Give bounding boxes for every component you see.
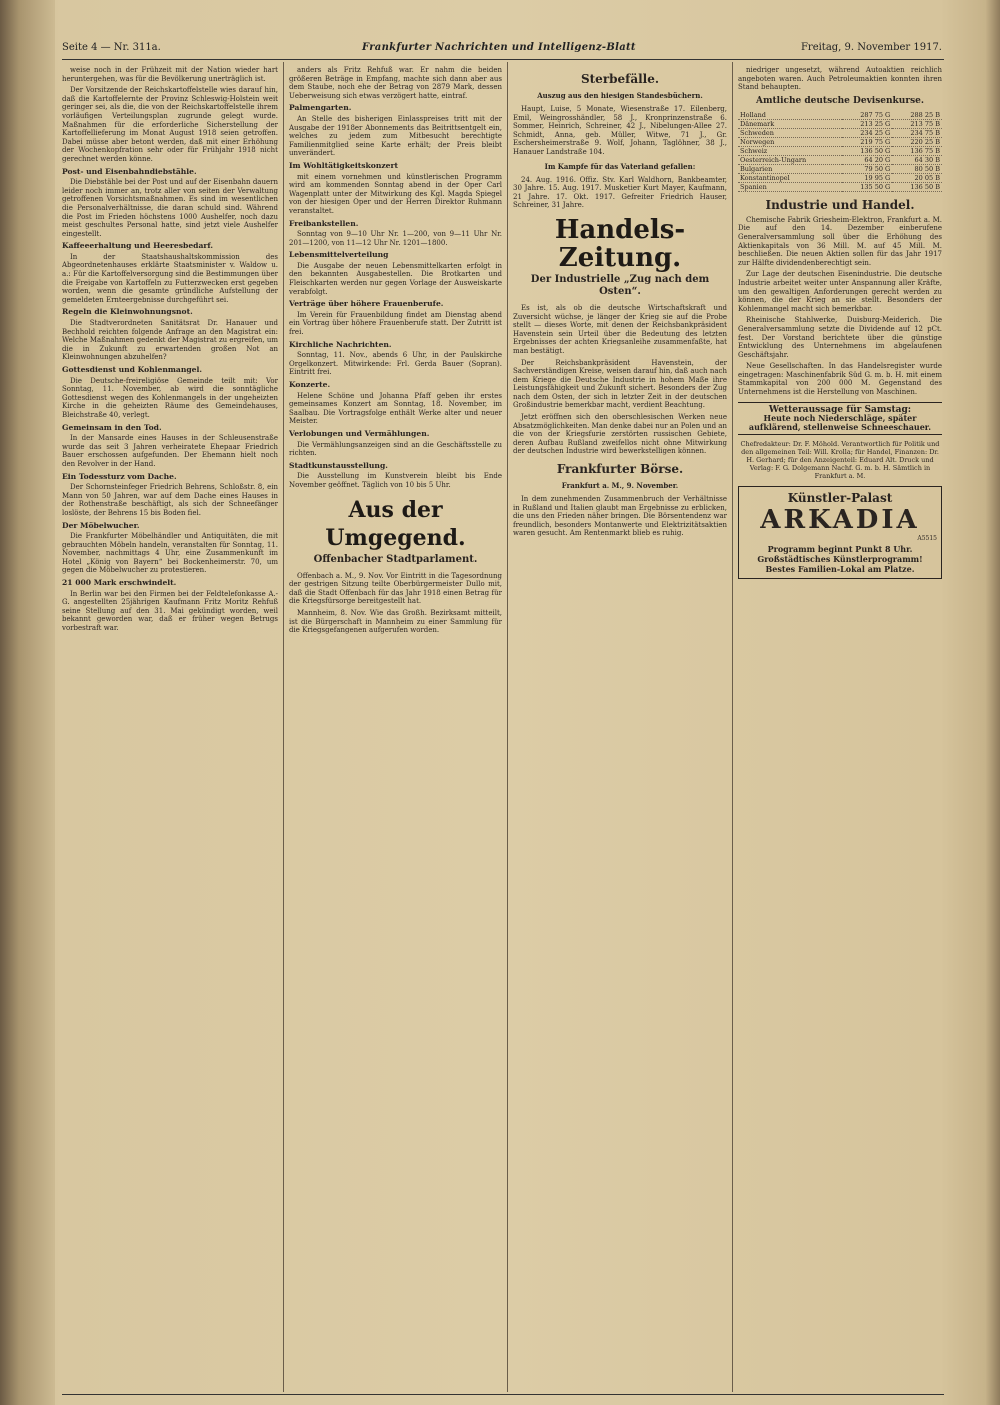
rate-cell-place: Schweden	[738, 128, 842, 137]
section-title-handels: Handels-Zeitung.	[554, 214, 686, 273]
paragraph: Die Ausstellung im Kunstverein bleibt bis Ende November geöffnet. Täglich von 10 bis 5 Uhr.	[289, 472, 502, 489]
fallen-heading: Im Kampfe für das Vaterland gefallen:	[544, 161, 696, 171]
rate-cell-b: 64 30 B	[892, 155, 942, 164]
paragraph: Zur Lage der deutschen Eisenindustrie. Die deutsche Industrie arbeitet weiter unter Anspannung aller Kräfte, um den gewaltigen Anforderungen gerecht werden zu können, die der Krieg an sie stellt. Besonders der Kohlenmangel macht sich bemerkbar.	[738, 270, 942, 313]
rate-cell-place: Norwegen	[738, 137, 842, 146]
rate-cell-a: 287 75 G	[842, 111, 892, 120]
rate-cell-place: Bulgarien	[738, 164, 842, 173]
exchange-rates-table	[738, 111, 942, 192]
rate-row	[738, 182, 942, 191]
paragraph: mit einem vornehmen und künstlerischen Programm wird am kommenden Sonntag abend in der Oper Carl Wagenplatt unter der Mitwirkung des Kgl. Magda Spiegel von der hiesigen Oper und der Herren Direktor Ruhmann veranstaltet.	[289, 172, 502, 215]
rate-row	[738, 119, 942, 128]
article-heading: Verlobungen und Vermählungen.	[289, 428, 430, 438]
article-heading: Kaffeeerhaltung und Heeresbedarf.	[62, 241, 214, 251]
masthead-rule	[62, 59, 944, 60]
rate-cell-a: 64 20 G	[842, 155, 892, 164]
column-4	[738, 66, 942, 1391]
paragraph: An Stelle des bisherigen Einlasspreises tritt mit der Ausgabe der 1918er Abonnements das Beitrittsentgelt ein, welches zu jedem zum Mitbesucht berechtigte Familienmitglied seine Karte erhält; der Preis bleibt unverändert.	[289, 114, 502, 158]
rate-cell-a: 79 50 G	[842, 164, 892, 173]
article-heading: Konzerte.	[289, 380, 331, 389]
rate-cell-b: 288 25 B	[892, 111, 942, 120]
article-heading: Regeln die Kleinwohnungsnot.	[62, 307, 193, 317]
rate-cell-b: 136 75 B	[892, 146, 942, 155]
ad-line: Bestes Familien-Lokal am Platze.	[765, 564, 915, 575]
ad-line: Programm beginnt Punkt 8 Uhr.	[767, 544, 913, 555]
paragraph: Der Schornsteinfeger Friedrich Behrens, Schloßstr. 8, ein Mann von 50 Jahren, war auf dem Dache eines Hauses in der Rothenstraße beschäftigt, als sich der Schneefänger loslöste, der Behrens 15 bis Boden fiel.	[62, 483, 278, 517]
rate-cell-b: 234 75 B	[892, 128, 942, 137]
column-separator	[283, 62, 284, 1392]
column-separator	[732, 62, 733, 1392]
weather-title: Wetteraussage für Samstag:	[768, 404, 912, 415]
boerse-title: Frankfurter Börse.	[556, 462, 684, 477]
paragraph: Helene Schöne und Johanna Pfaff geben ihr erstes gemeinsames Konzert am Sonntag, 18. November, im Saalbau. Die Vortragsfolge enthält Werke alter und neuer Meister.	[289, 391, 502, 426]
paragraph: Im Verein für Frauenbildung findet am Dienstag abend ein Vortrag über höhere Frauenberufe statt. Der Zutritt ist frei.	[289, 310, 502, 337]
rate-row	[738, 146, 942, 155]
paragraph: Offenbach a. M., 9. Nov. Vor Eintritt in die Tagesordnung der gestrigen Sitzung teilte Oberbürgermeister Dullo mit, daß die Stadt Offenbach für das Jahr 1918 einen Betrag für die Kriegsfürsorge bereitgestellt hat.	[289, 571, 502, 606]
death-notices-subtitle: Auszug aus den hiesigen Standesbüchern.	[537, 91, 703, 100]
exchange-rates-title: Amtliche deutsche Devisenkurse.	[755, 95, 925, 106]
death-notices-title: Sterbefälle.	[580, 72, 660, 86]
column-2	[289, 66, 502, 1391]
rate-cell-a: 234 25 G	[842, 128, 892, 137]
rate-cell-b: 80 50 B	[892, 164, 942, 173]
rate-cell-a: 136 50 G	[842, 146, 892, 155]
rate-row	[738, 173, 942, 182]
paragraph: Neue Gesellschaften. In das Handelsregister wurde eingetragen: Maschinenfabrik Süd G. m. b. H. mit einem Stammkapital von 200 000 M. Gegenstand des Unternehmens ist die Herstellung von Maschinen.	[738, 362, 942, 397]
article-heading: Der Möbelwucher.	[62, 520, 140, 530]
page-number: Seite 4 — Nr. 311a.	[62, 42, 161, 53]
page-edge	[986, 0, 1000, 1405]
article-heading: Stadtkunstausstellung.	[289, 460, 388, 470]
newspaper-title: Frankfurter Nachrichten und Intelligenz-Blatt	[362, 42, 636, 53]
bottom-rule	[62, 1394, 944, 1395]
section-title-umgegend: Aus der Umgegend.	[325, 496, 466, 551]
rate-cell-place: Spanien	[738, 182, 842, 191]
rate-cell-b: 213 75 B	[892, 119, 942, 128]
paragraph: Sonntag, 11. Nov., abends 6 Uhr, in der Paulskirche Orgelkonzert. Mitwirkende: Frl. Gerda Bauer (Sopran). Eintritt frei.	[289, 351, 502, 377]
rate-cell-a: 213 25 G	[842, 119, 892, 128]
paragraph: Es ist, als ob die deutsche Wirtschaftskraft und Zuversicht wüchse, je länger der Krieg sie auf die Probe stellt — dieses Worte, mit denen der Reichsbankpräsident Havenstein sein Urteil über die Bedeutung des letzten Ergebnisses der achten Kriegsanleihe zusammenfaßte, hat man bestätigt.	[513, 303, 727, 355]
ad-line: Großstädtisches Künstlerprogramm!	[757, 554, 923, 565]
column-separator	[507, 62, 508, 1392]
article-heading: Gemeinsam in den Tod.	[62, 422, 162, 432]
boerse-dateline: Frankfurt a. M., 9. November.	[561, 481, 679, 491]
rate-cell-place: Dänemark	[738, 119, 842, 128]
paragraph: Die Vermählungsanzeigen sind an die Geschäftsstelle zu richten.	[289, 440, 502, 458]
paragraph: Rheinische Stahlwerke, Duisburg-Meiderich. Die Generalversammlung setzte die Dividende auf 12 pCt. fest. Der Vorstand berichtete über die günstige Entwicklung des Unternehmens im abgelaufenen Geschäftsjahr.	[738, 316, 942, 359]
article-heading: Post- und Eisenbahndiebstähle.	[62, 166, 197, 176]
paragraph: Chemische Fabrik Griesheim-Elektron, Frankfurt a. M. Die auf den 14. Dezember einberufene Generalversammlung soll über die Erhöhung des Aktienkapitals von 36 Mill. M. auf 45 Mill. M. beschließen. Die neuen Aktien sollen für das Jahr 1917 zur Hälfte dividendenberechtigt sein.	[738, 215, 942, 267]
paragraph: Jetzt eröffnen sich den oberschlesischen Werken neue Absatzmöglichkeiten. Man denke dabei nur an Polen und an die von der Kriegsfurie zerstörten russischen Gebiete, deren Aufbau Rußland zweifellos nicht ohne Mitwirkung der deutschen Industrie wird bewerkstelligen können.	[513, 413, 727, 456]
paragraph: Haupt, Luise, 5 Monate, Wiesenstraße 17. Eilenberg, Emil, Weingrosshändler, 58 J., Kronprinzenstraße 6. Sommer, Heinrich, Schreiner, 42 J., Nibelungen-Allee 27. Schmidt, Anna, geb. Müller, Witwe, 71 J., Gr. Eschersheimerstraße 9. Wolf, Johann, Taglöhner, 38 J., Hanauer Landstraße 104.	[513, 105, 727, 156]
rate-row	[738, 155, 942, 164]
paragraph: In Berlin war bei den Firmen bei der Feldtelefonkasse A.-G. angestellten 25jährigen Kaufmann Fritz Moritz Rehfuß seine Stellung auf den 31. Mai gekündigt worden, weil bekannt geworden war, daß er früher wegen Betrugs vorbestraft war.	[62, 589, 278, 633]
rate-row	[738, 111, 942, 120]
column-1	[62, 66, 278, 1391]
column-3	[513, 66, 727, 1391]
issue-date: Freitag, 9. November 1917.	[800, 42, 942, 53]
book-binding	[0, 0, 55, 1405]
rate-cell-b: 220 25 B	[892, 137, 942, 146]
article-heading: Palmengarten.	[289, 103, 352, 113]
article-heading: Ein Todessturz vom Dache.	[62, 471, 177, 481]
rate-row	[738, 164, 942, 173]
article-heading: Lebensmittelverteilung	[289, 250, 389, 260]
section-subtitle: Der Industrielle „Zug nach dem Osten“.	[530, 273, 710, 297]
paragraph: Die Ausgabe der neuen Lebensmittelkarten erfolgt in den bekannten Ausgabestellen. Die Brotkarten und Fleischkarten werden nur gegen Vorlage der Ausweiskarte verabfolgt.	[289, 261, 502, 296]
ad-number: A5515	[917, 535, 937, 543]
paragraph: 24. Aug. 1916. Offiz. Stv. Karl Waldhorn, Bankbeamter, 30 Jahre. 15. Aug. 1917. Musketier Kurt Mayer, Kaufmann, 21 Jahre. 17. Okt. 1917. Gefreiter Friedrich Hauser, Schreiner, 31 Jahre.	[513, 175, 727, 210]
section-subtitle: Offenbacher Stadtparlament.	[313, 553, 478, 565]
paragraph: weise noch in der Frühzeit mit der Nation wieder hart heruntergehen, was für die Bevölkerung unerträglich ist.	[62, 66, 278, 83]
paragraph: In der Staatshaushaltskommission des Abgeordnetenhauses erklärte Staatsminister v. Waldow u. a.: Für die Kartoffelversorgung sind die Bestimmungen über die Freigabe von Kartoffeln zu Futterzwecken erst gegeben worden, wenn die gesamte gründliche Aufstellung der gemeldeten Ernteergebnisse durchgeführt sei.	[62, 252, 278, 304]
rate-cell-place: Schweiz	[738, 146, 842, 155]
rate-cell-place: Oesterreich-Ungarn	[738, 155, 842, 164]
article-heading: Verträge über höhere Frauenberufe.	[289, 299, 444, 309]
article-heading: Freibankstellen.	[289, 218, 359, 228]
paragraph: Mannheim, 8. Nov. Wie das Großh. Bezirksamt mitteilt, ist die Bürgerschaft in Mannheim zu einer Sammlung für die Kriegsgefangenen aufgerufen worden.	[289, 608, 502, 635]
rate-cell-place: Konstantinopel	[738, 173, 842, 182]
masthead	[62, 42, 942, 58]
paragraph: Die Deutsche-freireligiöse Gemeinde teilt mit: Vor Sonntag, 11. November, ab wird die sonntägliche Gottesdienst wegen des Kohlenmangels in der ungeheizten Kirche in die geheizten Räume des Gemeindehauses, Bleichstraße 40, verlegt.	[62, 376, 278, 419]
paragraph: anders als Fritz Rehfuß war. Er nahm die beiden größeren Beträge in Empfang, machte sich dann aber aus dem Staube, noch ehe der Betrag von 2879 Mark, dessen Ueberweisung sich etwas verzögert hatte, eintraf.	[289, 66, 502, 100]
article-heading: 21 000 Mark erschwindelt.	[62, 578, 177, 588]
paragraph: In dem zunehmenden Zusammenbruch der Verhältnisse in Rußland und Italien glaubt man Ergebnisse zu erblicken, die uns den Frieden näher bringen. Die Börsentendenz war freundlich, besonders Montanwerte und Elektrizitätsaktien waren gesucht. Am Rentenmarkt blieb es ruhig.	[513, 495, 727, 538]
imprint: Chefredakteur: Dr. F. Möhold. Verantwortlich für Politik und den allgemeinen Teil: Will. Krolla; für Handel, Finanzen: Dr. H. Gerhard; für den Anzeigenteil: Eduard Alt. Druck und Verlag: F. G. Dolgemann Nachf. G. m. b. H. Sämtlich in Frankfurt a. M.	[740, 440, 940, 481]
rate-cell-b: 136 50 B	[892, 182, 942, 191]
paragraph: niedriger ungesetzt, während Autoaktien reichlich angeboten waren. Auch Petroleumaktien konnten ihren Stand behaupten.	[738, 66, 942, 92]
paragraph: Die Frankfurter Möbelhändler und Antiquitäten, die mit gebrauchten Möbeln handeln, veranstalten für Sonntag, 11. November, nachmittags 4 Uhr, eine Zusammenkunft im Hotel „König von Bayern“ bei Bockenheimerstr. 70, um gegen die Möbelwucher zu protestieren.	[62, 532, 278, 575]
rate-cell-a: 19 95 G	[842, 173, 892, 182]
paragraph: Die Stadtverordneten Sanitätsrat Dr. Hanauer und Bechhold reichten folgende Anfrage an den Magistrat ein: Welche Maßnahmen gedenkt der Magistrat zu ergreifen, um die in Zukunft zu erwartenden großen Not an Kleinwohnungen abzuhelfen?	[62, 319, 278, 362]
paragraph: Die Diebstähle bei der Post und auf der Eisenbahn dauern leider noch immer an, trotz aller von seiten der Verwaltung getroffenen Vorsichtsmaßnahmen. Es sind im wesentlichen die Personalverhältnisse, die daran schuld sind. Während die Post im Frieden höchstens 1000 Aushelfer, noch dazu meist geschultes Personal hatte, sind jetzt viele Aushelfer eingestellt.	[62, 178, 278, 238]
arkadia-advertisement	[738, 486, 942, 579]
rate-row	[738, 137, 942, 146]
ad-venue: Künstler-Palast	[787, 491, 893, 506]
rate-cell-a: 135 50 G	[842, 182, 892, 191]
article-heading: Kirchliche Nachrichten.	[289, 339, 392, 349]
paragraph: In der Mansarde eines Hauses in der Schleusenstraße wurde das seit 3 Jahren verheiratete Ehepaar Friedrich Bauer erschossen aufgefunden. Der Ehemann hielt noch den Revolver in der Hand.	[62, 434, 278, 468]
rate-cell-b: 20 05 B	[892, 173, 942, 182]
weather-box	[738, 402, 942, 436]
article-heading: Im Wohltätigkeitskonzert	[289, 160, 399, 170]
rate-cell-a: 219 75 G	[842, 137, 892, 146]
rate-row	[738, 128, 942, 137]
paragraph: Der Reichsbankpräsident Havenstein, der Sachverständigen Kreise, weisen darauf hin, daß auch nach dem Kriege die Deutsche Industrie in hohem Maße ihre Leistungsfähigkeit und Zukunft sichert. Besonders der Zug nach dem Osten, der sich in letzter Zeit in der deutschen Großindustrie bemerkbar macht, verdient Beachtung.	[513, 358, 727, 410]
rate-cell-place: Holland	[738, 111, 842, 120]
paragraph: Sonntag von 9—10 Uhr Nr. 1—200, von 9—11 Uhr Nr. 201—1200, von 11—12 Uhr Nr. 1201—1800.	[289, 230, 502, 247]
article-heading: Gottesdienst und Kohlenmangel.	[62, 365, 203, 374]
industry-title: Industrie und Handel.	[765, 197, 915, 212]
paragraph: Der Vorsitzende der Reichskartoffelstelle wies darauf hin, daß die Kartoffelernte der Provinz Schleswig-Holstein weit geringer sei, als die, die von der Reichskartoffelstelle ihrem vorläufigen Verteilungsplan zugrunde gelegt wurde. Maßnahmen für die erforderliche Sicherstellung der Kartoffellieferung im Monat August 1918 seien getroffen. Dabei müsse aber betont werden, daß mit einer Erhöhung der Wochenkopfration sehr oder für Frühjahr 1918 nicht gerechnet werden könne.	[62, 86, 278, 163]
ad-name: ARKADIA	[760, 505, 920, 536]
weather-text: Heute noch Niederschläge, später aufklärend, stellenweise Schneeschauer.	[748, 413, 932, 432]
